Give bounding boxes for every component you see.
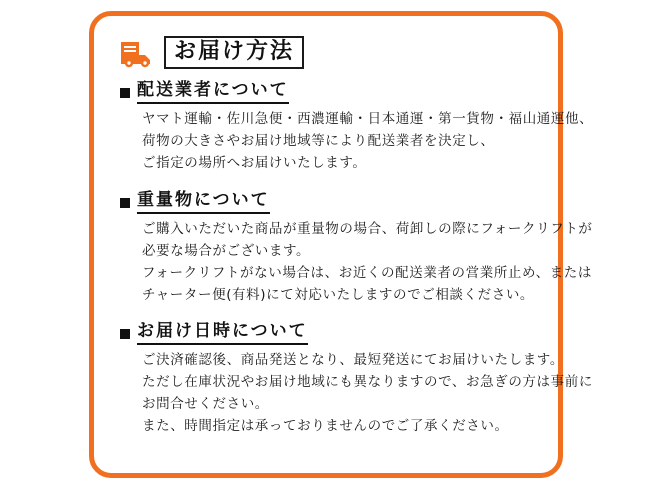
card-title-row [118, 36, 540, 69]
body-line: ご購入いただいた商品が重量物の場合、荷卸しの際にフォークリフトが [142, 220, 593, 237]
square-bullet-icon [120, 88, 130, 98]
section-body [142, 350, 593, 437]
delivery-info-card [89, 11, 594, 478]
body-line: ご指定の場所へお届けいたします。 [142, 155, 367, 171]
section-delivery-date [112, 320, 593, 438]
section-body [142, 219, 593, 306]
body-line: ただし在庫状況やお届け地域にも異なりますので、お急ぎの方は事前に [142, 374, 593, 391]
delivery-truck-icon [118, 38, 156, 68]
section-heading: 配送業者について [137, 79, 289, 104]
body-line: チャーター便(有料)にて対応いたしますのでご相談ください。 [142, 286, 535, 303]
section-heavy-items [112, 189, 593, 307]
square-bullet-icon [120, 329, 130, 339]
body-line: ヤマト運輸・佐川急便・西濃運輸・日本通運・第一貨物・福山通運他、 [142, 111, 594, 128]
section-heading-row [120, 79, 540, 104]
body-line: お問合せください。 [142, 396, 269, 413]
square-bullet-icon [120, 198, 130, 208]
card-title: お届け方法 [164, 36, 304, 69]
section-heading: 重量物について [137, 189, 270, 214]
body-line: フォークリフトがない場合は、お近くの配送業者の営業所止め、または [142, 264, 592, 281]
section-heading-row [120, 189, 540, 214]
section-heading: お届け日時について [137, 320, 308, 345]
section-body [142, 109, 594, 175]
section-heading-row [120, 320, 540, 345]
section-shipping-carriers [112, 79, 594, 175]
body-line: また、時間指定は承っておりませんのでご了承ください。 [142, 418, 509, 435]
body-line: 荷物の大きさやお届け地域等により配送業者を決定し、 [142, 133, 495, 150]
body-line: ご決済確認後、商品発送となり、最短発送にてお届けいたします。 [142, 352, 564, 369]
body-line: 必要な場合がございます。 [142, 242, 311, 259]
